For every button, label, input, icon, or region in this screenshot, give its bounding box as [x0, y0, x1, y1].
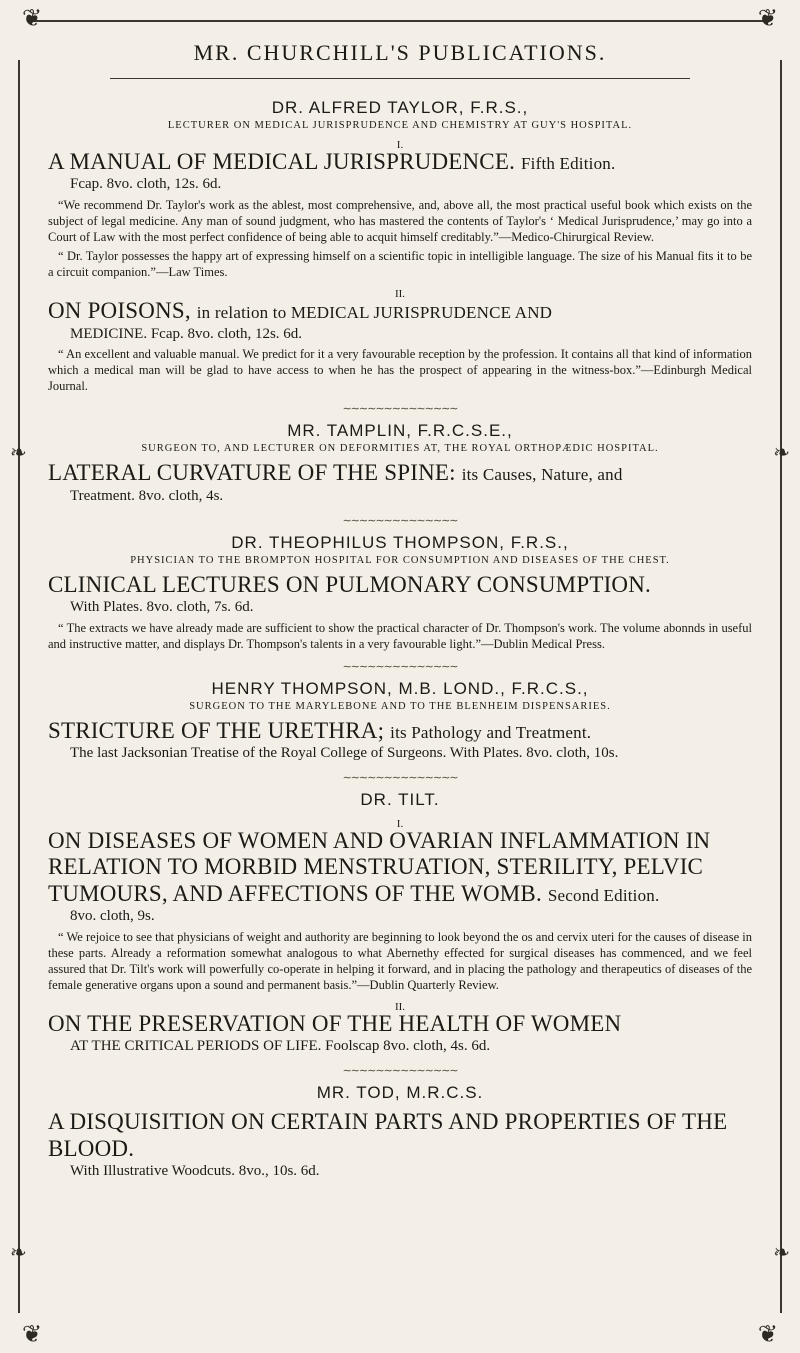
- review-quote: “ We rejoice to see that physicians of weight and authority are beginning to look beyond the os and cervix uteri for the causes of disease in these parts. Already a reformation somewhat analogous to what Abernethy effected for surgical diseases has commenced, and we feel assured that Dr. Tilt's work will powerfully co-operate in helping it forward, and in placing the pathology and therapeutics of diseases of the female generative organs upon a sound and permanent basis.”—Dublin Quarterly Review.: [48, 930, 752, 992]
- side-ornament-icon: ❧: [773, 442, 790, 464]
- book-details: Fcap. 8vo. cloth, 12s. 6d.: [70, 176, 222, 193]
- book-title: [48, 828, 752, 907]
- book-title-rest: Fifth Edition.: [521, 154, 616, 173]
- book-title-main: ON DISEASES OF WOMEN AND OVARIAN INFLAMMATION IN RELATION TO MORBID MENSTRUATION, STERILITY, PELVIC TUMOURS, AND AFFECTIONS OF THE WOMB.: [48, 827, 711, 906]
- book-title-main: A MANUAL OF MEDICAL JURISPRUDENCE.: [48, 149, 516, 174]
- book-title: [48, 1011, 752, 1037]
- book-title-rest: in relation to MEDICAL JURISPRUDENCE AND: [196, 303, 553, 323]
- author-section: [48, 98, 752, 394]
- review-quote: “ Dr. Taylor possesses the happy art of expressing himself on a scientific topic in intelligible language. The size of his Manual fits it to be a circuit companion.”—Law Times.: [48, 249, 752, 280]
- book-details: Treatment. 8vo. cloth, 4s.: [70, 487, 224, 504]
- book-title: [48, 460, 752, 486]
- author-role: LECTURER ON MEDICAL JURISPRUDENCE AND CHEMISTRY AT GUY'S HOSPITAL.: [167, 120, 633, 131]
- section-divider: ∼∼∼∼∼∼∼∼∼∼∼∼∼∼: [342, 403, 458, 416]
- book-entry: [48, 1103, 752, 1181]
- book-title: [48, 1109, 752, 1162]
- review-quote: “ The extracts we have already made are sufficient to show the practical character of Dr. Thompson's work. The volume abonnds in useful and instructive matter, and displays Dr. Thompson's talents in a very favourable light.”—Dublin Medical Press.: [48, 620, 752, 651]
- book-details: MEDICINE. Fcap. 8vo. cloth, 12s. 6d.: [70, 325, 303, 342]
- author-role: SURGEON TO, AND LECTURER ON DEFORMITIES AT, THE ROYAL ORTHOPÆDIC HOSPITAL.: [141, 443, 659, 455]
- book-title-rest: its Pathology and Treatment.: [390, 722, 592, 742]
- author-name: DR. TILT.: [360, 789, 440, 809]
- corner-ornament-icon: ❦: [757, 1322, 778, 1348]
- author-section: [48, 1083, 752, 1181]
- side-ornament-icon: ❧: [10, 1242, 27, 1264]
- review-quote: “ An excellent and valuable manual. We predict for it a very favourable reception by the profession. It contains all that kind of information which a medical man will be glad to have access to when he has the prospect of appearing in the witness-box.”—Edinburgh Medical Journal.: [48, 347, 752, 394]
- author-section: [48, 421, 752, 505]
- book-details: AT THE CRITICAL PERIODS OF LIFE. Foolscap 8vo. cloth, 4s. 6d.: [70, 1038, 491, 1055]
- author-name: DR. THEOPHILUS THOMPSON, F.R.S.,: [231, 532, 569, 552]
- side-ornament-icon: ❧: [773, 1242, 790, 1264]
- author-name: DR. ALFRED TAYLOR, F.R.S.,: [271, 98, 529, 117]
- page-header: MR. CHURCHILL'S PUBLICATIONS.: [193, 40, 607, 65]
- section-divider: ∼∼∼∼∼∼∼∼∼∼∼∼∼∼: [342, 660, 458, 673]
- right-border-rule: [780, 60, 782, 1313]
- author-role: PHYSICIAN TO THE BROMPTON HOSPITAL FOR CONSUMPTION AND DISEASES OF THE CHEST.: [130, 554, 670, 566]
- author-section: [48, 533, 752, 652]
- side-ornament-icon: ❧: [10, 442, 27, 464]
- book-title-main: STRICTURE OF THE URETHRA;: [48, 717, 385, 743]
- book-details: With Plates. 8vo. cloth, 7s. 6d.: [70, 599, 254, 615]
- book-title-main: CLINICAL LECTURES ON PULMONARY CONSUMPTION.: [48, 571, 652, 597]
- publications-list: [48, 98, 752, 1181]
- book-title-rest: Second Edition.: [547, 885, 660, 905]
- book-numeral: II.: [394, 1001, 406, 1013]
- section-divider: ∼∼∼∼∼∼∼∼∼∼∼∼∼∼: [342, 771, 458, 784]
- book-details: With Illustrative Woodcuts. 8vo., 10s. 6d.: [70, 1163, 320, 1180]
- book-entry: [48, 566, 752, 652]
- book-numeral: I.: [396, 139, 404, 151]
- author-section: [48, 790, 752, 1056]
- book-title: [48, 298, 752, 324]
- author-section: [48, 679, 752, 763]
- top-border-rule: [30, 20, 770, 22]
- book-title: [48, 149, 752, 175]
- book-title: [48, 718, 752, 744]
- book-details: The last Jacksonian Treatise of the Royal College of Surgeons. With Plates. 8vo. cloth, 10s.: [70, 745, 619, 762]
- section-divider: ∼∼∼∼∼∼∼∼∼∼∼∼∼∼: [342, 514, 458, 527]
- header-rule: [110, 78, 690, 79]
- book-title-main: ON THE PRESERVATION OF THE HEALTH OF WOMEN: [48, 1011, 622, 1036]
- book-entry: [48, 818, 752, 993]
- author-role: SURGEON TO THE MARYLEBONE AND TO THE BLENHEIM DISPENSARIES.: [189, 700, 611, 712]
- author-name: MR. TAMPLIN, F.R.C.S.E.,: [287, 421, 513, 441]
- book-title-main: LATERAL CURVATURE OF THE SPINE:: [48, 460, 456, 486]
- book-title-rest: its Causes, Nature, and: [461, 465, 623, 485]
- review-quote: “We recommend Dr. Taylor's work as the ablest, most comprehensive, and, above all, the most practical useful book which exists on the subject of legal medicine. Any man of sound judgment, who has mastered the contents of Taylor's ‘ Medical Jurisprudence,’ may go into a Court of Law with the most perfect confidence of being able to acquit himself creditably.”—Medico-Chirurgical Review.: [48, 198, 752, 245]
- book-numeral: II.: [394, 288, 406, 301]
- left-border-rule: [18, 60, 20, 1313]
- corner-ornament-icon: ❦: [22, 6, 43, 32]
- book-entry: [48, 454, 752, 505]
- book-entry: [48, 712, 752, 763]
- book-entry: [48, 139, 752, 280]
- book-numeral: I.: [396, 817, 404, 830]
- book-details: 8vo. cloth, 9s.: [70, 908, 155, 925]
- book-title-main: A DISQUISITION ON CERTAIN PARTS AND PROPERTIES OF THE BLOOD.: [48, 1109, 728, 1161]
- corner-ornament-icon: ❦: [22, 1322, 43, 1348]
- book-entry: [48, 1001, 752, 1056]
- author-name: HENRY THOMPSON, M.B. LOND., F.R.C.S.,: [211, 678, 589, 698]
- book-entry: [48, 288, 752, 394]
- book-title: [48, 572, 752, 598]
- section-divider: ∼∼∼∼∼∼∼∼∼∼∼∼∼∼: [342, 1065, 458, 1078]
- corner-ornament-icon: ❦: [757, 6, 778, 32]
- book-title-main: ON POISONS,: [48, 298, 191, 324]
- author-name: MR. TOD, M.R.C.S.: [316, 1083, 484, 1103]
